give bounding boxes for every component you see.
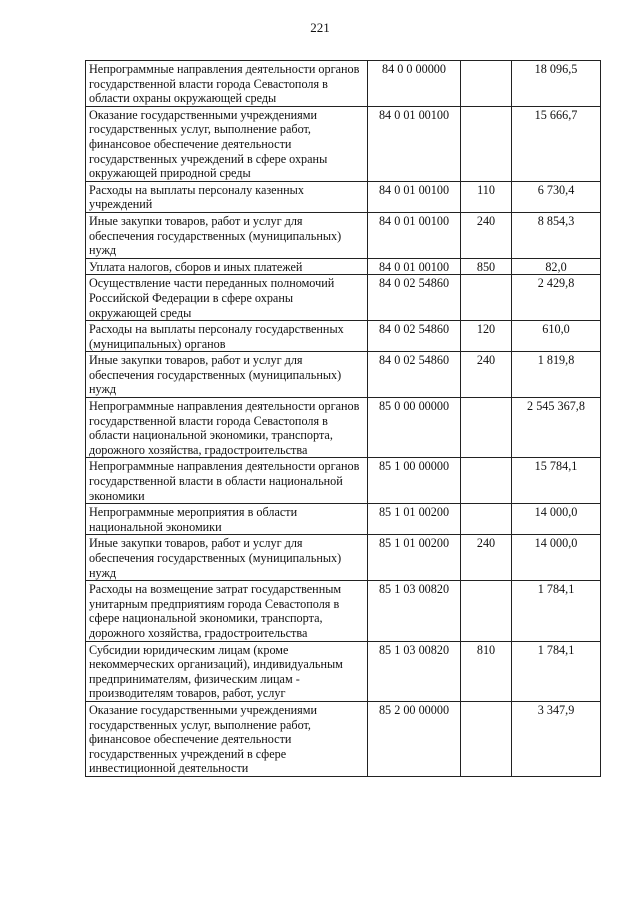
row-name: Непрограммные направления деятельности органов государственной власти города Севастополя в области охраны окружающей среды <box>86 61 368 107</box>
row-expense-type <box>461 275 512 321</box>
row-name: Уплата налогов, сборов и иных платежей <box>86 258 368 275</box>
row-amount: 3 347,9 <box>512 701 601 776</box>
row-code: 85 1 01 00200 <box>368 535 461 581</box>
row-amount: 610,0 <box>512 321 601 352</box>
row-amount: 2 545 367,8 <box>512 398 601 458</box>
row-expense-type <box>461 106 512 181</box>
row-name: Иные закупки товаров, работ и услуг для обеспечения государственных (муниципальных) нужд <box>86 352 368 398</box>
table-row <box>86 701 601 776</box>
row-code: 84 0 01 00100 <box>368 106 461 181</box>
table-row <box>86 321 601 352</box>
row-code: 85 0 00 00000 <box>368 398 461 458</box>
row-amount: 15 666,7 <box>512 106 601 181</box>
row-amount: 14 000,0 <box>512 504 601 535</box>
row-expense-type: 240 <box>461 212 512 258</box>
row-code: 84 0 02 54860 <box>368 275 461 321</box>
row-name: Расходы на выплаты персоналу государственных (муниципальных) органов <box>86 321 368 352</box>
row-code: 84 0 0 00000 <box>368 61 461 107</box>
table-row <box>86 352 601 398</box>
page-number: 221 <box>310 20 330 35</box>
row-expense-type: 240 <box>461 535 512 581</box>
row-amount: 1 784,1 <box>512 641 601 701</box>
row-code: 84 0 01 00100 <box>368 258 461 275</box>
row-amount: 1 784,1 <box>512 581 601 641</box>
row-name: Иные закупки товаров, работ и услуг для обеспечения государственных (муниципальных) нужд <box>86 535 368 581</box>
row-code: 84 0 01 00100 <box>368 181 461 212</box>
row-amount: 8 854,3 <box>512 212 601 258</box>
table-row <box>86 61 601 107</box>
row-amount: 15 784,1 <box>512 458 601 504</box>
row-name: Непрограммные мероприятия в области национальной экономики <box>86 504 368 535</box>
table-row <box>86 212 601 258</box>
row-expense-type: 120 <box>461 321 512 352</box>
row-expense-type <box>461 458 512 504</box>
row-expense-type <box>461 61 512 107</box>
row-name: Расходы на выплаты персоналу казенных учреждений <box>86 181 368 212</box>
table-row <box>86 181 601 212</box>
row-code: 85 1 03 00820 <box>368 641 461 701</box>
row-expense-type: 110 <box>461 181 512 212</box>
row-name: Иные закупки товаров, работ и услуг для обеспечения государственных (муниципальных) нужд <box>86 212 368 258</box>
row-expense-type: 240 <box>461 352 512 398</box>
table-row <box>86 535 601 581</box>
row-expense-type <box>461 701 512 776</box>
row-amount: 6 730,4 <box>512 181 601 212</box>
table-row <box>86 458 601 504</box>
row-name: Расходы на возмещение затрат государственным унитарным предприятиям города Севастополя в сфере национальной экономики, транспорта, дорожного хозяйства, градостроительства <box>86 581 368 641</box>
table-row <box>86 258 601 275</box>
row-amount: 1 819,8 <box>512 352 601 398</box>
table-row <box>86 106 601 181</box>
row-amount: 82,0 <box>512 258 601 275</box>
row-amount: 2 429,8 <box>512 275 601 321</box>
row-expense-type: 810 <box>461 641 512 701</box>
row-code: 84 0 02 54860 <box>368 352 461 398</box>
table-row <box>86 581 601 641</box>
table-row <box>86 504 601 535</box>
table-row <box>86 641 601 701</box>
row-code: 85 2 00 00000 <box>368 701 461 776</box>
row-expense-type <box>461 398 512 458</box>
row-name: Непрограммные направления деятельности органов государственной власти в области национальной экономики <box>86 458 368 504</box>
row-expense-type: 850 <box>461 258 512 275</box>
row-code: 85 1 01 00200 <box>368 504 461 535</box>
row-code: 85 1 03 00820 <box>368 581 461 641</box>
row-name: Субсидии юридическим лицам (кроме некоммерческих организаций), индивидуальным предпринимателям, физическим лицам - производителям товаров, работ, услуг <box>86 641 368 701</box>
budget-table <box>85 60 601 777</box>
table-row <box>86 398 601 458</box>
row-amount: 18 096,5 <box>512 61 601 107</box>
row-code: 84 0 02 54860 <box>368 321 461 352</box>
row-name: Непрограммные направления деятельности органов государственной власти города Севастополя в области национальной экономики, транспорта, дорожного хозяйства, градостроительства <box>86 398 368 458</box>
table-row <box>86 275 601 321</box>
row-code: 84 0 01 00100 <box>368 212 461 258</box>
row-expense-type <box>461 504 512 535</box>
row-name: Осуществление части переданных полномочий Российской Федерации в сфере охраны окружающей среды <box>86 275 368 321</box>
row-name: Оказание государственными учреждениями государственных услуг, выполнение работ, финансовое обеспечение деятельности государственных учреждений в сфере охраны окружающей природной среды <box>86 106 368 181</box>
row-expense-type <box>461 581 512 641</box>
row-code: 85 1 00 00000 <box>368 458 461 504</box>
row-amount: 14 000,0 <box>512 535 601 581</box>
row-name: Оказание государственными учреждениями государственных услуг, выполнение работ, финансовое обеспечение деятельности государственных учреждений в сфере инвестиционной деятельности <box>86 701 368 776</box>
table-body <box>86 61 601 777</box>
